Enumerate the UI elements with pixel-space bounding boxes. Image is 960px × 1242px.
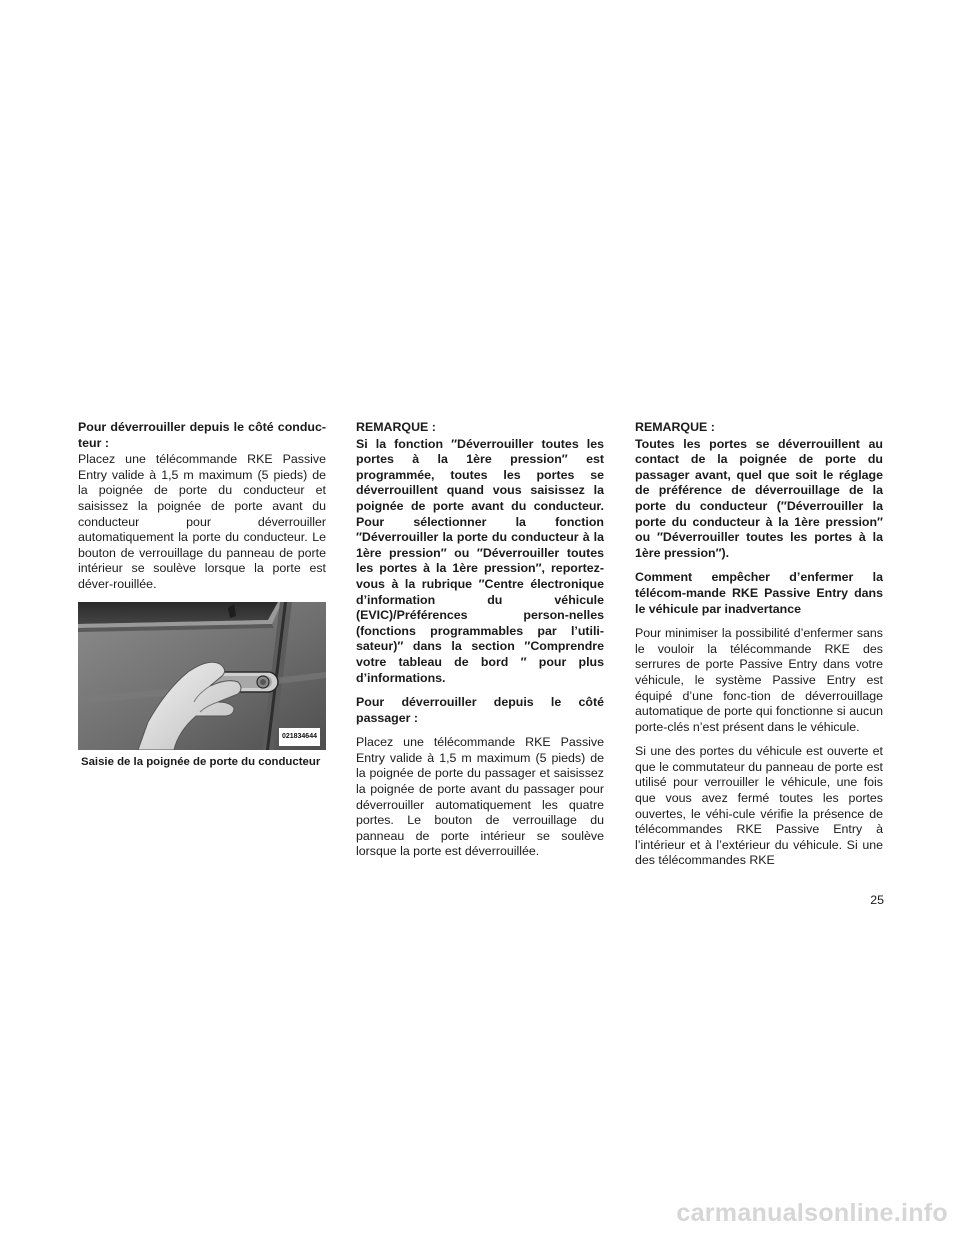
heading-passenger-unlock: Pour déverrouiller depuis le côté passager : bbox=[356, 695, 604, 725]
paragraph-driver-unlock: Placez une télécommande RKE Passive Entry valide à 1,5 m maximum (5 pieds) de la poignée de porte du conducteur et saisissez la poignée de porte avant du conducteur pour déverrouiller automatiquement la porte du conducteur. Le bouton de verrouillage du panneau de porte intérieur se soulève lorsque la porte est déver-rouillée. bbox=[78, 452, 326, 591]
door-handle-figure bbox=[78, 602, 326, 750]
watermark-link[interactable]: carmanualsonline.info bbox=[676, 1199, 948, 1227]
heading-driver-unlock: Pour déverrouiller depuis le côté conduc-teur : bbox=[78, 420, 326, 450]
note-text: Si la fonction ″Déverrouiller toutes les portes à la 1ère pression″ est programmée, toutes les portes se déverrouillent quand vous saisissez la poignée de porte avant du conducteur. Pour sélectionner la fonction ″Déverrouiller la porte du conducteur à la 1ère pression″ ou ″Déverrouiller toutes les portes à la 1ère pression″, reportez-vous à la rubrique ″Centre électronique d’information du véhicule (EVIC)/Préférences person-nelles (fonctions programmables par l’utili-sateur)″ dans la section ″Comprendre votre tableau de bord ″ pour plus d’informations. bbox=[356, 436, 604, 685]
paragraph-passenger-unlock: Placez une télécommande RKE Passive Entry valide à 1,5 m maximum (5 pieds) de la poignée de porte du passager et saisissez la poignée de porte avant du passager pour déverrouiller automatiquement les quatre portes. Le bouton de verrouillage du panneau de porte intérieur se soulève lorsque la porte est déverrouillée. bbox=[356, 735, 604, 859]
paragraph-lockout-2: Si une des portes du véhicule est ouverte et que le commutateur du panneau de porte est utilisé pour verrouiller le véhicule, une fois que vous avez fermé toutes les portes ouvertes, le véhi-cule vérifie la présence de télécommandes RKE Passive Entry à l’intérieur et à l’extérieur du véhicule. Si une des télécommandes RKE bbox=[635, 744, 883, 868]
note-text: Toutes les portes se déverrouillent au contact de la poignée de porte du passager avant, quel que soit le réglage de préférence de déverrouillage de la porte du conducteur (″Déverrouiller la porte du conducteur à la 1ère pression″ ou ″Déverrouiller toutes les portes à la 1ère pression″). bbox=[635, 436, 883, 560]
note-label: REMARQUE : bbox=[635, 420, 715, 434]
note-label: REMARQUE : bbox=[356, 420, 436, 434]
paragraph-lockout-1: Pour minimiser la possibilité d’enfermer sans le vouloir la télécommande RKE des serrures de porte Passive Entry dans votre véhicule, le système Passive Entry est équipé d’une fonc-tion de déverrouillage automatique de porte qui fonctionne si aucun porte-clés n’est présent dans le véhicule. bbox=[635, 626, 883, 734]
column-right bbox=[635, 420, 883, 878]
figure-caption: Saisie de la poignée de porte du conducteur bbox=[81, 755, 321, 768]
column-left bbox=[78, 420, 326, 770]
column-middle bbox=[356, 420, 604, 869]
page-number: 25 bbox=[870, 893, 884, 907]
heading-lockout-prevention: Comment empêcher d’enfermer la télécom-mande RKE Passive Entry dans le véhicule par inadvertance bbox=[635, 570, 883, 616]
figure-code: 021834644 bbox=[279, 728, 320, 746]
